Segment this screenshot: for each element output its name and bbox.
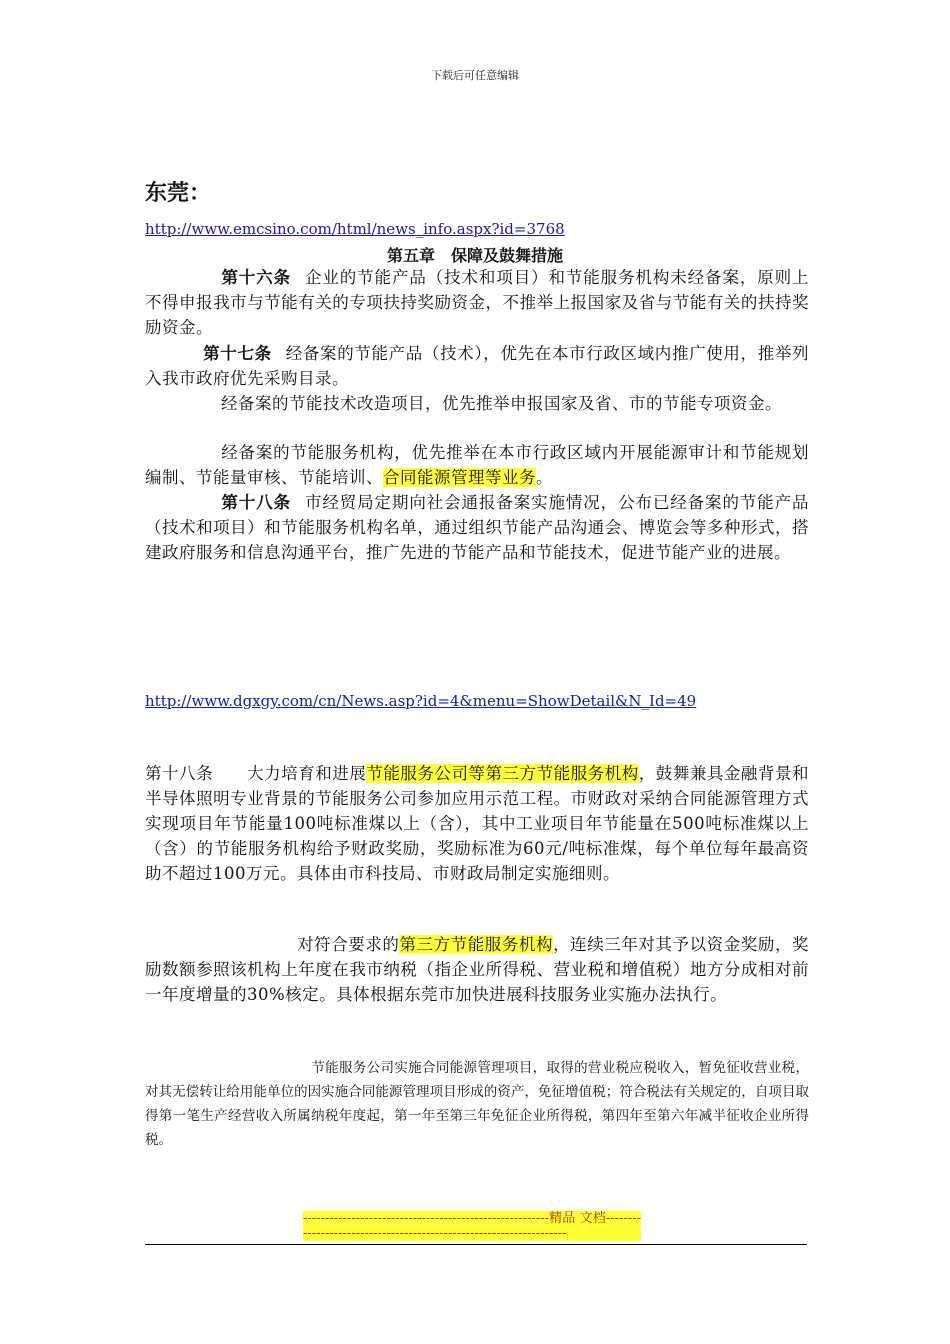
source-link-1-wrap: [145, 219, 565, 238]
footer-watermark: --------------------------------------------------------精品 文档--------------------------------------------------------------------: [303, 1211, 641, 1241]
article-17-para-3-text: 经备案的节能服务机构，优先推举在本市行政区域内开展能源审计和节能规划编制、节能量审核、节能培训、: [145, 443, 809, 487]
article-17-para-2: [145, 391, 809, 416]
article-16: [145, 265, 809, 340]
article-18c-pre: 对符合要求的: [297, 935, 400, 954]
tax-policy-text: 节能服务公司实施合同能源管理项目，取得的营业税应税收入，暂免征收营业税，对其无偿转让给用能单位的因实施合同能源管理项目形成的资产，免征增值税；符合税法有关规定的，自项目取得第一笔生产经营收入所属纳税年度起，第一年至第三年免征企业所得税，第四年至第六年减半征收企业所得税。: [145, 1060, 809, 1148]
footer-rule: [145, 1244, 807, 1245]
page-title: 东莞：: [145, 181, 212, 206]
highlight-emc-business: 合同能源管理等业务: [383, 468, 536, 487]
tax-policy-para: [145, 1056, 809, 1152]
highlight-third-party-agency: 第三方节能服务机构: [399, 935, 554, 954]
article-17-label: 第十七条: [203, 344, 272, 363]
article-16-text: 企业的节能产品（技术和项目）和节能服务机构未经备案，原则上不得申报我市与节能有关的专项扶持奖励资金，不推举上报国家及省与节能有关的扶持奖励资金。: [145, 268, 810, 337]
article-18c-post: ，连续三年对其予以资金奖励，奖励数额参照该机构上年度在我市纳税（指企业所得税、营业税和增值税）地方分成相对前一年度增量的30%核定。具体根据东莞市加快进展科技服务业实施办法执行。: [145, 935, 810, 1004]
source-link-1[interactable]: http://www.emcsino.com/html/news_info.aspx?id=3768: [145, 220, 565, 238]
chapter-heading: 第五章 保障及鼓舞措施: [386, 246, 563, 265]
source-link-2[interactable]: http://www.dgxgy.com/cn/News.asp?id=4&menu=ShowDetail&N_Id=49: [145, 692, 697, 710]
article-18: [145, 490, 809, 565]
article-18-second-source: [145, 761, 809, 886]
article-18b-pre: 第十八条 大力培育和进展: [145, 764, 367, 783]
highlight-third-party-agencies: 节能服务公司等第三方节能服务机构: [366, 764, 639, 783]
article-17-text: 经备案的节能产品（技术），优先在本市行政区域内推广使用，推举列入我市政府优先采购目录。: [145, 344, 809, 388]
article-17-para-2-text: 经备案的节能技术改造项目，优先推举申报国家及省、市的节能专项资金。: [221, 394, 782, 413]
article-18-funding-para: [145, 932, 809, 1007]
article-17-para-3-end: 。: [536, 468, 553, 487]
article-18-label: 第十八条: [221, 493, 291, 512]
source-link-2-wrap: [145, 691, 696, 710]
article-18-text: 市经贸局定期向社会通报备案实施情况，公布已经备案的节能产品（技术和项目）和节能服务机构名单，通过组织节能产品沟通会、博览会等多种形式，搭建政府服务和信息沟通平台，推广先进的节能产品和节能技术，促进节能产业的进展。: [145, 493, 810, 562]
article-16-label: 第十六条: [221, 268, 291, 287]
page-header-note: 下载后可任意编辑: [431, 69, 519, 82]
article-18b-post: ，鼓舞兼具金融背景和半导体照明专业背景的节能服务公司参加应用示范工程。市财政对采纳合同能源管理方式实现项目年节能量100吨标准煤以上（含），其中工业项目年节能量在500吨标准煤以上（含）的节能服务机构给予财政奖励，奖励标准为60元/吨标准煤，每个单位每年最高资助不超过100万元。具体由市科技局、市财政局制定实施细则。: [145, 764, 810, 883]
article-17-para-3: [145, 440, 809, 490]
article-17: [145, 341, 809, 391]
